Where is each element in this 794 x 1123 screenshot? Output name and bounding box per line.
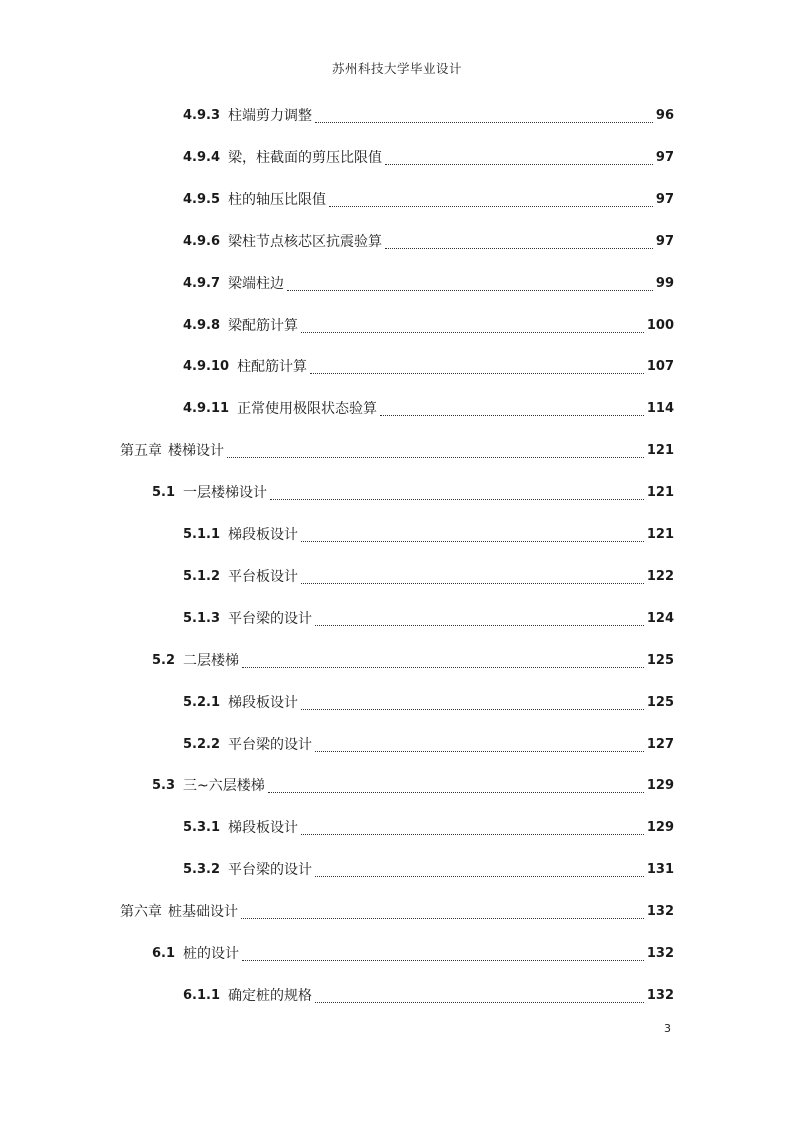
toc-entry-page: 132	[646, 946, 674, 961]
toc-entry-title: 一层楼梯设计	[183, 485, 268, 502]
toc-dot-leader	[385, 163, 653, 165]
toc-dot-leader	[242, 959, 644, 961]
toc-entry[interactable]	[183, 353, 674, 377]
toc-entry-title: 梁，柱截面的剪压比限值	[228, 149, 383, 166]
toc-entry-page: 96	[655, 108, 674, 123]
toc-dot-leader	[301, 331, 644, 333]
toc-dot-leader	[241, 917, 644, 919]
toc-entry-title: 确定桩的规格	[228, 987, 313, 1004]
toc-dot-leader	[270, 498, 644, 500]
toc-entry-page: 124	[646, 610, 674, 626]
toc-entry-title: 平台梁的设计	[228, 736, 313, 753]
toc-entry-page: 131	[646, 862, 674, 878]
toc-entry[interactable]	[183, 312, 674, 336]
toc-dot-leader	[301, 833, 644, 835]
toc-entry-title: 平台梁的设计	[228, 862, 313, 879]
toc-dot-leader	[287, 289, 653, 291]
toc-entry[interactable]	[183, 395, 674, 419]
toc-entry-number: 5.2	[152, 652, 176, 668]
toc-entry-title: 平台梁的设计	[228, 610, 313, 627]
toc-entry-number: 4.9.8	[183, 317, 221, 333]
toc-entry[interactable]	[152, 940, 674, 964]
running-header: 苏州科技大学毕业设计	[331, 61, 462, 76]
toc-entry-number: 第五章	[120, 443, 162, 460]
toc-entry-page: 132	[646, 987, 674, 1003]
toc-entry-page: 99	[655, 275, 674, 291]
toc-entry-title: 平台板设计	[228, 568, 299, 585]
toc-dot-leader	[242, 666, 644, 668]
toc-dot-leader	[301, 582, 644, 584]
toc-dot-leader	[315, 875, 644, 877]
toc-entry[interactable]	[152, 647, 674, 671]
toc-entry-number: 4.9.4	[183, 149, 221, 165]
toc-entry-number: 4.9.3	[183, 108, 221, 123]
toc-entry-title: 梯段板设计	[228, 527, 299, 543]
toc-entry-number: 5.3.1	[183, 820, 221, 836]
toc-entry-title: 柱配筋计算	[237, 359, 308, 376]
toc-entry-page: 125	[646, 652, 674, 668]
toc-entry-number: 5.1.3	[183, 610, 221, 626]
toc-entry-number: 第六章	[120, 904, 162, 921]
toc-entry-page: 122	[646, 568, 674, 584]
toc-entry-number: 5.1	[152, 485, 176, 501]
toc-entry-number: 6.1.1	[183, 987, 221, 1003]
toc-entry[interactable]	[183, 856, 674, 880]
toc-dot-leader	[385, 247, 653, 249]
header-rule	[120, 80, 674, 81]
toc-entry[interactable]	[120, 898, 674, 922]
toc-entry[interactable]	[152, 479, 674, 503]
toc-entry-title: 柱端剪力调整	[228, 108, 313, 124]
toc-entry-title: 正常使用极限状态验算	[237, 401, 378, 418]
toc-entry-page: 132	[646, 904, 674, 920]
toc-entry-number: 5.3.2	[183, 862, 221, 878]
toc-entry-title: 二层楼梯	[183, 652, 240, 669]
toc-entry-number: 5.1.1	[183, 527, 221, 542]
toc-dot-leader	[268, 791, 644, 793]
toc-entry[interactable]	[183, 731, 674, 755]
toc-entry[interactable]	[183, 102, 674, 126]
toc-entry[interactable]	[183, 270, 674, 294]
toc-dot-leader	[315, 624, 644, 626]
toc-entry-page: 121	[646, 527, 674, 542]
toc-entry[interactable]	[183, 982, 674, 1006]
toc-dot-leader	[329, 205, 653, 207]
toc-entry-title: 楼梯设计	[168, 443, 224, 460]
toc-entry-page: 125	[646, 694, 674, 710]
toc-dot-leader	[301, 540, 644, 542]
toc-dot-leader	[310, 372, 644, 374]
toc-entry-title: 梁端柱边	[228, 275, 285, 292]
toc-entry[interactable]	[183, 228, 674, 252]
toc-dot-leader	[315, 1001, 644, 1003]
toc-entry-page: 121	[646, 485, 674, 501]
toc-entry-number: 4.9.10	[183, 359, 230, 375]
toc-entry-title: 梁柱节点核芯区抗震验算	[228, 233, 383, 250]
toc-entry-page: 121	[646, 443, 674, 459]
toc-entry-page: 97	[655, 191, 674, 207]
toc-entry-number: 5.1.2	[183, 568, 221, 584]
toc-entry-number: 4.9.5	[183, 191, 221, 207]
toc-entry-title: 梁配筋计算	[228, 317, 299, 334]
toc-entry-page: 129	[646, 778, 674, 794]
toc-entry-title: 柱的轴压比限值	[228, 191, 327, 208]
toc-entry-title: 三~六层楼梯	[183, 778, 265, 795]
toc-entry-page: 107	[646, 359, 674, 375]
toc-entry-page: 97	[655, 233, 674, 249]
toc-entry[interactable]	[183, 563, 674, 587]
toc-entry[interactable]	[120, 437, 674, 461]
toc-entry-title: 桩的设计	[183, 946, 240, 962]
toc-dot-leader	[380, 414, 644, 416]
toc-entry-title: 梯段板设计	[228, 694, 299, 711]
page-number: 3	[664, 1022, 671, 1035]
toc-entry-page: 100	[646, 317, 674, 333]
toc-entry-title: 梯段板设计	[228, 820, 299, 837]
toc-entry[interactable]	[183, 814, 674, 838]
toc-entry[interactable]	[152, 772, 674, 796]
toc-entry-number: 4.9.6	[183, 233, 221, 249]
toc-entry-title: 桩基础设计	[168, 904, 238, 921]
toc-entry-number: 6.1	[152, 946, 176, 961]
toc-entry[interactable]	[183, 689, 674, 713]
toc-entry-page: 97	[655, 149, 674, 165]
toc-entry-number: 5.3	[152, 778, 176, 794]
toc-dot-leader	[315, 121, 653, 123]
toc-entry[interactable]	[183, 521, 674, 545]
toc-dot-leader	[301, 708, 644, 710]
toc-entry[interactable]	[183, 605, 674, 629]
toc-entry[interactable]	[183, 186, 674, 210]
toc-dot-leader	[227, 456, 644, 458]
toc-entry-page: 114	[646, 401, 674, 417]
toc-entry[interactable]	[183, 144, 674, 168]
toc-entry-number: 4.9.11	[183, 401, 230, 417]
toc-entry-page: 129	[646, 820, 674, 836]
toc-dot-leader	[315, 750, 644, 752]
toc-entry-number: 5.2.1	[183, 694, 221, 710]
toc-entry-page: 127	[646, 736, 674, 752]
toc-entry-number: 4.9.7	[183, 275, 221, 291]
toc-entry-number: 5.2.2	[183, 736, 221, 752]
